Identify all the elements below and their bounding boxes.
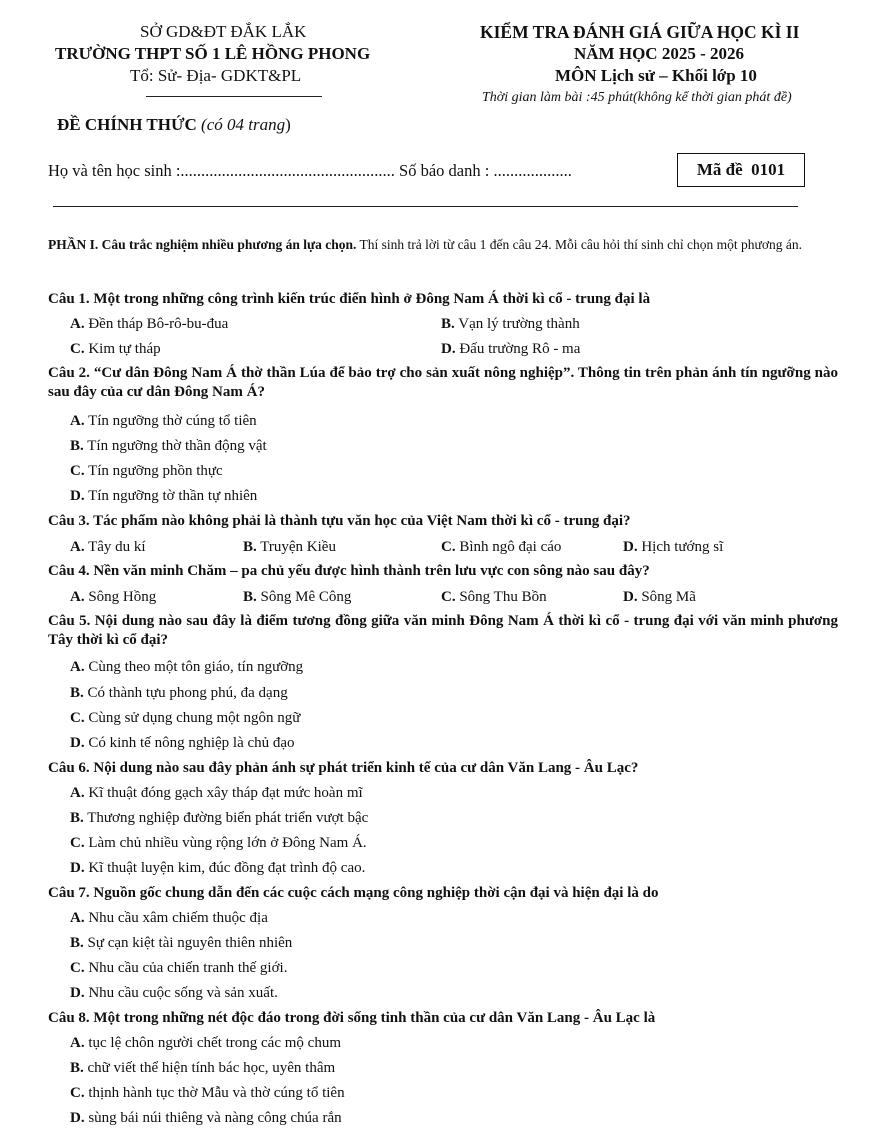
exam-code-box <box>677 153 805 187</box>
question-1: Câu 1. Một trong những công trình kiến trúc điển hình ở Đông Nam Á thời kì cổ - trung đại là <box>48 291 651 307</box>
q1-option-d: D. Đấu trường Rô - ma <box>441 341 581 357</box>
q3-option-a: A. Tây du kí <box>70 539 146 555</box>
group-name: Tổ: Sử- Địa- GDKT&PL <box>130 66 302 85</box>
q4-option-a: A. Sông Hồng <box>70 589 157 605</box>
q6-option-a: A. Kĩ thuật đóng gạch xây tháp đạt mức hoàn mĩ <box>70 785 363 801</box>
exam-code-value: 0101 <box>751 160 786 179</box>
question-8: Câu 8. Một trong những nét độc đáo trong đời sống tinh thần của cư dân Văn Lang - Âu Lạc là <box>48 1010 656 1026</box>
q1-option-a: A. Đền tháp Bô-rô-bu-đua <box>70 316 229 332</box>
q3-option-c: C. Bình ngô đại cáo <box>441 539 562 555</box>
q3-option-b: B. Truyện Kiều <box>243 539 336 555</box>
official-exam-label <box>57 115 291 135</box>
question-3: Câu 3. Tác phẩm nào không phải là thành tựu văn học của Việt Nam thời kì cổ - trung đại? <box>48 513 631 529</box>
q2-option-a: A. Tín ngưỡng thờ cúng tổ tiên <box>70 413 257 429</box>
school-year: NĂM HỌC 2025 - 2026 <box>574 44 744 63</box>
q1-option-b: B. Vạn lý trường thành <box>441 316 580 332</box>
school-name: TRƯỜNG THPT SỐ 1 LÊ HỒNG PHONG <box>55 44 371 63</box>
q8-option-c: C. thịnh hành tục thờ Mẫu và thờ cúng tổ tiên <box>70 1085 345 1101</box>
q4-option-d: D. Sông Mã <box>623 589 696 605</box>
question-7: Câu 7. Nguồn gốc chung dẫn đến các cuộc cách mạng công nghiệp thời cận đại và hiện đại là do <box>48 885 659 901</box>
question-5: Câu 5. Nội dung nào sau đây là điểm tương đồng giữa văn minh Đông Nam Á thời kì cổ - trung đại với văn minh phương Tây thời kì cổ đại? <box>48 613 838 648</box>
q8-option-b: B. chữ viết thể hiện tính bác học, uyên thâm <box>70 1060 336 1076</box>
q4-option-c: C. Sông Thu Bồn <box>441 589 547 605</box>
q5-option-b: B. Có thành tựu phong phú, đa dạng <box>70 685 288 701</box>
pages-close: ) <box>285 115 291 134</box>
q6-option-b: B. Thương nghiệp đường biển phát triển vượt bậc <box>70 810 369 826</box>
q2-option-d: D. Tín ngưỡng tờ thần tự nhiên <box>70 488 258 504</box>
q3-option-d: D. Hịch tướng sĩ <box>623 539 724 555</box>
q8-option-d: D. sùng bái núi thiêng và nàng công chúa rắn <box>70 1110 342 1126</box>
q5-option-a: A. Cùng theo một tôn giáo, tín ngưỡng <box>70 659 304 675</box>
question-6: Câu 6. Nội dung nào sau đây phản ánh sự phát triển kinh tế của cư dân Văn Lang - Âu Lạc? <box>48 760 639 776</box>
q5-option-d: D. Có kinh tế nông nghiệp là chủ đạo <box>70 735 295 751</box>
subject-line: MÔN Lịch sử – Khối lớp 10 <box>555 66 757 85</box>
part1-title: PHẦN I. Câu trắc nghiệm nhiều phương án lựa chọn. <box>48 237 357 252</box>
q4-option-b: B. Sông Mê Công <box>243 589 352 605</box>
exam-code-label: Mã đề <box>696 160 743 179</box>
pages-note: (có 04 trang <box>201 115 286 134</box>
q1-option-c: C. Kim tự tháp <box>70 341 161 357</box>
q7-option-b: B. Sự cạn kiệt tài nguyên thiên nhiên <box>70 935 293 951</box>
question-4: Câu 4. Nền văn minh Chăm – pa chủ yếu được hình thành trên lưu vực con sông nào sau đây? <box>48 563 650 579</box>
part1-heading <box>48 236 848 254</box>
divider-line <box>53 206 798 207</box>
q2-option-c: C. Tín ngưỡng phồn thực <box>70 463 223 479</box>
header-underline <box>146 96 322 97</box>
exam-title: KIỂM TRA ĐÁNH GIÁ GIỮA HỌC KÌ II <box>480 22 800 42</box>
time-note: Thời gian làm bài :45 phút(không kể thời gian phát đề) <box>482 90 792 105</box>
question-2: Câu 2. “Cư dân Đông Nam Á thờ thần Lúa để bảo trợ cho sản xuất nông nghiệp”. Thông tin trên phản ánh tín ngưỡng nào sau đây của cư dân Đông Nam Á? <box>48 365 838 400</box>
official-text: ĐỀ CHÍNH THỨC <box>57 115 197 134</box>
student-info-line: Họ và tên học sinh :.................................................... Số báo danh : ................... <box>48 161 572 180</box>
q7-option-a: A. Nhu cầu xâm chiếm thuộc địa <box>70 910 268 926</box>
q5-option-c: C. Cùng sử dụng chung một ngôn ngữ <box>70 710 301 726</box>
q8-option-a: A. tục lệ chôn người chết trong các mộ chum <box>70 1035 341 1051</box>
q2-option-b: B. Tín ngưỡng thờ thần động vật <box>70 438 267 454</box>
part1-instruction: Thí sinh trả lời từ câu 1 đến câu 24. Mỗi câu hỏi thí sinh chỉ chọn một phương án. <box>356 237 802 252</box>
q6-option-d: D. Kĩ thuật luyện kim, đúc đồng đạt trình độ cao. <box>70 860 366 876</box>
q7-option-d: D. Nhu cầu cuộc sống và sản xuất. <box>70 985 278 1001</box>
department-name: SỞ GD&ĐT ĐẮK LẮK <box>140 22 307 41</box>
q7-option-c: C. Nhu cầu của chiến tranh thế giới. <box>70 960 288 976</box>
q6-option-c: C. Làm chủ nhiều vùng rộng lớn ở Đông Nam Á. <box>70 835 367 851</box>
